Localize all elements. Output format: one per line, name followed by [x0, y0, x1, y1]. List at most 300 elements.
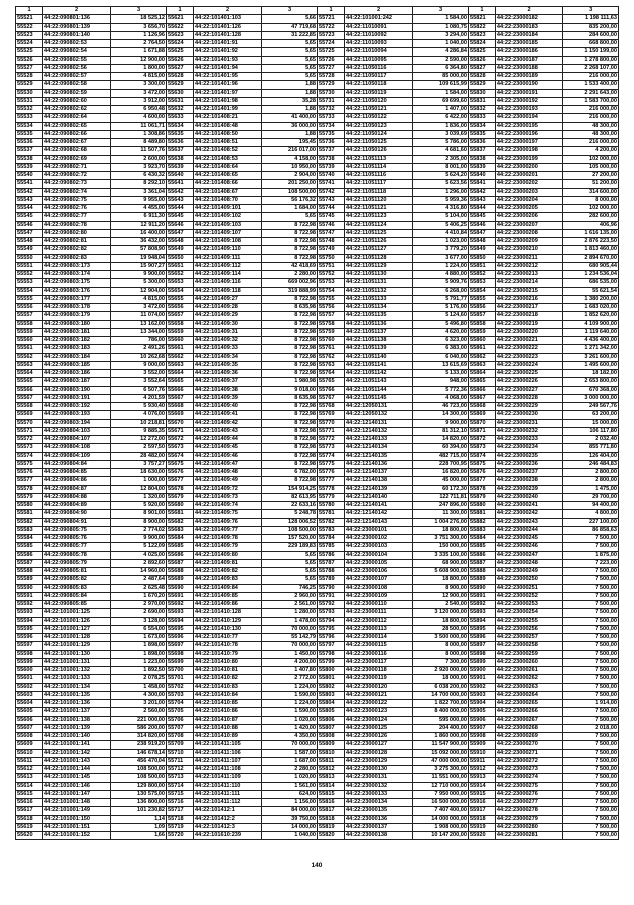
table-row	[167, 97, 318, 105]
table-row	[16, 543, 167, 551]
cadastral-value: 1 150 199,00	[563, 48, 619, 56]
cadastral-value: 2 487,64	[111, 576, 167, 584]
row-number: 55543	[16, 196, 43, 204]
cadastral-number: 44:22:23000135	[345, 807, 413, 815]
cadastral-number: 44:22:090803:174	[43, 271, 111, 279]
cadastral-number: 44:22:090803:193	[43, 411, 111, 419]
cadastral-number: 44:22:23000261	[495, 667, 563, 675]
row-number: 55800	[318, 667, 345, 675]
cadastral-number: 44:22:101409:28	[194, 304, 262, 312]
table-row	[469, 609, 619, 617]
cadastral-number: 44:22:11051132	[345, 287, 413, 295]
cadastral-number: 44:22:101401:94	[194, 64, 262, 72]
cadastral-number: 44:22:101409:111	[194, 254, 262, 262]
row-number: 55761	[318, 345, 345, 353]
table-row	[16, 452, 167, 460]
table-row	[16, 444, 167, 452]
cadastral-value: 5 248,78	[262, 510, 318, 518]
table-row	[318, 130, 469, 138]
row-number: 55767	[318, 394, 345, 402]
row-number: 55819	[318, 823, 345, 831]
row-number: 55613	[16, 774, 43, 782]
cadastral-value: 686 535,00	[563, 279, 619, 287]
cadastral-value: 5,65	[262, 559, 318, 567]
table-row	[469, 262, 619, 270]
table-row	[167, 403, 318, 411]
cadastral-value: 157 520,00	[262, 535, 318, 543]
table-row	[167, 287, 318, 295]
table-row	[16, 15, 167, 23]
cadastral-number: 44:22:23000215	[495, 287, 563, 295]
cadastral-value: 8 722,98	[262, 361, 318, 369]
table-row	[469, 444, 619, 452]
cadastral-number: 44:22:101401:97	[194, 89, 262, 97]
row-number: 55857	[469, 312, 496, 320]
cadastral-value: 1 020,00	[262, 716, 318, 724]
table-row	[167, 15, 318, 23]
row-number: 55572	[16, 436, 43, 444]
header-row	[167, 7, 318, 15]
cadastral-value: 1 813 460,00	[563, 246, 619, 254]
cadastral-value: 4 681,60	[413, 147, 469, 155]
row-number: 55768	[318, 403, 345, 411]
cadastral-value: 12 900,00	[111, 56, 167, 64]
row-number: 55598	[16, 650, 43, 658]
table-row	[318, 436, 469, 444]
cadastral-value: 1 561,00	[262, 782, 318, 790]
row-number: 55807	[318, 724, 345, 732]
row-number: 55547	[16, 229, 43, 237]
register-table-2	[166, 6, 318, 840]
cadastral-number: 44:22:23000113	[345, 625, 413, 633]
cadastral-value: 7 223,00	[563, 559, 619, 567]
cadastral-value: 1 584,00	[413, 15, 469, 23]
row-number: 55815	[318, 790, 345, 798]
table-row	[16, 213, 167, 221]
cadastral-value: 2 305,00	[413, 155, 469, 163]
cadastral-number: 44:22:101409:114	[194, 271, 262, 279]
cadastral-value: 1 908 000,00	[413, 823, 469, 831]
table-row	[469, 584, 619, 592]
table-row	[167, 320, 318, 328]
row-number: 55524	[16, 40, 43, 48]
cadastral-value: 15 907,27	[111, 262, 167, 270]
row-number: 55862	[469, 353, 496, 361]
row-number: 55749	[318, 246, 345, 254]
cadastral-value: 16 400,00	[111, 229, 167, 237]
table-row	[167, 48, 318, 56]
table-row	[469, 411, 619, 419]
table-row	[469, 89, 619, 97]
row-number: 55786	[318, 551, 345, 559]
cadastral-number: 44:22:090804:103	[43, 427, 111, 435]
cadastral-value: 9 000,00	[111, 361, 167, 369]
table-row	[167, 460, 318, 468]
table-row	[16, 766, 167, 774]
cadastral-value: 9 900,00	[111, 535, 167, 543]
row-number: 55851	[469, 262, 496, 270]
cadastral-number: 44:22:090801:139	[43, 23, 111, 31]
row-number: 55563	[16, 361, 43, 369]
row-number: 55870	[469, 419, 496, 427]
table-row	[16, 403, 167, 411]
cadastral-value: 4 620,00	[413, 328, 469, 336]
cadastral-number: 44:22:23000192	[495, 97, 563, 105]
row-number: 55747	[318, 229, 345, 237]
cadastral-value: 1 892,50	[111, 667, 167, 675]
cadastral-value: 8 900,00	[111, 518, 167, 526]
table-row	[167, 163, 318, 171]
table-row	[469, 518, 619, 526]
cadastral-number: 44:22:23000265	[495, 700, 563, 708]
table-row	[318, 609, 469, 617]
cadastral-value: 7 500,00	[563, 708, 619, 716]
table-row	[318, 386, 469, 394]
table-row	[167, 749, 318, 757]
table-row	[167, 411, 318, 419]
row-number: 55912	[469, 766, 496, 774]
table-row	[318, 320, 469, 328]
row-number: 55662	[167, 353, 194, 361]
cadastral-number: 44:22:23000103	[345, 543, 413, 551]
table-row	[16, 287, 167, 295]
row-number: 55617	[16, 807, 43, 815]
table-row	[318, 782, 469, 790]
cadastral-value: 9 900,00	[413, 419, 469, 427]
cadastral-number: 44:22:101411:111	[194, 790, 262, 798]
row-number: 55842	[469, 188, 496, 196]
cadastral-number: 44:22:12140139	[345, 485, 413, 493]
cadastral-value: 8 000,00	[563, 196, 619, 204]
table-row	[167, 832, 318, 840]
table-row	[167, 774, 318, 782]
cadastral-value: 14 300,00	[413, 411, 469, 419]
table-row	[469, 510, 619, 518]
row-number: 55584	[16, 535, 43, 543]
cadastral-value: 4 815,00	[111, 73, 167, 81]
table-row	[16, 617, 167, 625]
cadastral-number: 44:22:090802:72	[43, 172, 111, 180]
row-number: 55660	[167, 337, 194, 345]
column-header-3: 3	[111, 7, 167, 15]
cadastral-number: 44:22:101410:80	[194, 658, 262, 666]
table-row	[469, 823, 619, 831]
cadastral-value: 229 189,83	[262, 543, 318, 551]
cadastral-number: 44:22:23000267	[495, 716, 563, 724]
row-number: 55606	[16, 716, 43, 724]
cadastral-value: 128 006,52	[262, 518, 318, 526]
cadastral-number: 44:22:101411:108	[194, 766, 262, 774]
cadastral-value: 6 040,00	[413, 353, 469, 361]
table-row	[167, 510, 318, 518]
row-number: 55619	[16, 823, 43, 831]
cadastral-number: 44:22:11051124	[345, 221, 413, 229]
table-row	[167, 766, 318, 774]
cadastral-number: 44:22:23000111	[345, 609, 413, 617]
cadastral-number: 44:22:23000120	[345, 683, 413, 691]
cadastral-value: 2 491,26	[111, 345, 167, 353]
cadastral-value: 5 608 900,00	[413, 568, 469, 576]
table-row	[469, 246, 619, 254]
table-row	[469, 48, 619, 56]
cadastral-number: 44:22:101001:131	[43, 658, 111, 666]
table-row	[16, 584, 167, 592]
table-row	[318, 31, 469, 39]
table-row	[16, 163, 167, 171]
cadastral-number: 44:22:23000211	[495, 254, 563, 262]
cadastral-value: 6 383,00	[413, 345, 469, 353]
cadastral-number: 44:22:23000199	[495, 155, 563, 163]
table-row	[318, 81, 469, 89]
cadastral-value: 8 722,98	[262, 444, 318, 452]
row-number: 55871	[469, 427, 496, 435]
table-row	[167, 502, 318, 510]
cadastral-value: 3 552,64	[111, 378, 167, 386]
cadastral-number: 44:22:101409:44	[194, 436, 262, 444]
row-number: 55694	[167, 617, 194, 625]
table-row	[318, 246, 469, 254]
cadastral-number: 44:22:23000245	[495, 535, 563, 543]
cadastral-number: 44:22:23000269	[495, 733, 563, 741]
cadastral-value: 670 368,00	[563, 386, 619, 394]
row-number: 55770	[318, 419, 345, 427]
cadastral-value: 3 000 000,00	[563, 394, 619, 402]
cadastral-number: 44:22:101409:40	[194, 403, 262, 411]
table-row	[469, 147, 619, 155]
row-number: 55758	[318, 320, 345, 328]
row-number: 55640	[167, 172, 194, 180]
column-header-2: 2	[345, 7, 413, 15]
cadastral-number: 44:22:23000210	[495, 246, 563, 254]
cadastral-number: 44:22:090802:60	[43, 97, 111, 105]
row-number: 55689	[167, 576, 194, 584]
cadastral-value: 284 600,00	[563, 31, 619, 39]
table-row	[469, 386, 619, 394]
cadastral-number: 44:22:12140135	[345, 452, 413, 460]
row-number: 55885	[469, 543, 496, 551]
cadastral-value: 2 590,00	[413, 56, 469, 64]
row-number: 55582	[16, 518, 43, 526]
cadastral-number: 44:22:101409:42	[194, 419, 262, 427]
cadastral-value: 7 500,00	[563, 592, 619, 600]
table-row	[318, 345, 469, 353]
cadastral-value: 8 722,98	[262, 477, 318, 485]
row-number: 55877	[469, 477, 496, 485]
row-number: 55556	[16, 304, 43, 312]
cadastral-value: 11 547 900,00	[413, 741, 469, 749]
cadastral-number: 44:22:101412:3	[194, 823, 262, 831]
row-number: 55664	[167, 370, 194, 378]
cadastral-value: 7 500,00	[563, 741, 619, 749]
cadastral-value: 2 960,00	[262, 592, 318, 600]
row-number: 55559	[16, 328, 43, 336]
table-row	[469, 551, 619, 559]
cadastral-number: 44:22:23000241	[495, 502, 563, 510]
row-number: 55650	[167, 254, 194, 262]
cadastral-value: 5,65	[262, 40, 318, 48]
row-number: 55798	[318, 650, 345, 658]
cadastral-number: 44:22:11051113	[345, 155, 413, 163]
cadastral-number: 44:22:090802:54	[43, 48, 111, 56]
cadastral-value: 18 800,00	[413, 617, 469, 625]
cadastral-number: 44:22:101408:67	[194, 188, 262, 196]
cadastral-value: 18 000,00	[413, 675, 469, 683]
cadastral-number: 44:22:11051131	[345, 279, 413, 287]
table-row	[469, 485, 619, 493]
cadastral-number: 44:22:23000256	[495, 625, 563, 633]
table-row	[469, 741, 619, 749]
table-row	[167, 733, 318, 741]
row-number: 55724	[318, 40, 345, 48]
cadastral-number: 44:22:11050121	[345, 106, 413, 114]
cadastral-number: 44:22:11050117	[345, 73, 413, 81]
cadastral-value: 51 200,00	[563, 180, 619, 188]
cadastral-value: 6 422,00	[413, 114, 469, 122]
cadastral-number: 44:22:090802:74	[43, 188, 111, 196]
cadastral-value: 3 923,70	[111, 163, 167, 171]
cadastral-value: 2 561,00	[262, 601, 318, 609]
row-number: 55753	[318, 279, 345, 287]
cadastral-number: 44:22:101401:128	[194, 31, 262, 39]
table-row	[469, 658, 619, 666]
cadastral-value: 6 268,00	[413, 287, 469, 295]
row-number: 55889	[469, 576, 496, 584]
table-row	[318, 716, 469, 724]
row-number: 55910	[469, 749, 496, 757]
row-number: 55624	[167, 40, 194, 48]
table-row	[318, 807, 469, 815]
cadastral-number: 44:22:101001:134	[43, 683, 111, 691]
table-row	[167, 724, 318, 732]
row-number: 55766	[318, 386, 345, 394]
table-row	[318, 444, 469, 452]
cadastral-value: 2 876 223,50	[563, 238, 619, 246]
row-number: 55763	[318, 361, 345, 369]
cadastral-number: 44:22:23000101	[345, 526, 413, 534]
table-row	[167, 238, 318, 246]
cadastral-number: 44:22:11010095	[345, 56, 413, 64]
table-row	[469, 31, 619, 39]
cadastral-number: 44:22:12140136	[345, 460, 413, 468]
cadastral-value: 2 291 643,00	[563, 89, 619, 97]
cadastral-number: 44:22:23000123	[345, 708, 413, 716]
cadastral-value: 7 950 000,00	[413, 790, 469, 798]
cadastral-number: 44:22:090805:77	[43, 543, 111, 551]
cadastral-value: 36 432,00	[111, 238, 167, 246]
row-number: 55645	[167, 213, 194, 221]
cadastral-value: 7 500,00	[563, 757, 619, 765]
row-number: 55719	[167, 823, 194, 831]
row-number: 55906	[469, 716, 496, 724]
cadastral-value: 109 615,99	[413, 81, 469, 89]
row-number: 55853	[469, 279, 496, 287]
cadastral-number: 44:22:101610:239	[194, 832, 262, 840]
row-number: 55522	[16, 23, 43, 31]
cadastral-value: 1 280,00	[262, 609, 318, 617]
table-row	[167, 64, 318, 72]
table-row	[469, 238, 619, 246]
row-number: 55908	[469, 733, 496, 741]
row-number: 55658	[167, 320, 194, 328]
row-number: 55551	[16, 262, 43, 270]
cadastral-number: 44:22:23000252	[495, 592, 563, 600]
cadastral-value: 1 495 600,00	[563, 361, 619, 369]
table-row	[16, 56, 167, 64]
row-number: 55903	[469, 691, 496, 699]
cadastral-value: 28 500,00	[413, 625, 469, 633]
row-number: 55756	[318, 304, 345, 312]
cadastral-value: 1 684,00	[262, 205, 318, 213]
row-number: 55911	[469, 757, 496, 765]
row-number: 55861	[469, 345, 496, 353]
cadastral-value: 3 500 000,00	[413, 634, 469, 642]
row-number: 55745	[318, 213, 345, 221]
table-row	[16, 724, 167, 732]
row-number: 55604	[16, 700, 43, 708]
row-number: 55778	[318, 485, 345, 493]
row-number: 55655	[167, 295, 194, 303]
table-row	[469, 749, 619, 757]
cadastral-number: 44:22:090803:190	[43, 386, 111, 394]
cadastral-number: 44:22:11051140	[345, 353, 413, 361]
cadastral-number: 44:22:090803:191	[43, 394, 111, 402]
table-row	[167, 40, 318, 48]
cadastral-value: 2 280,00	[262, 271, 318, 279]
table-row	[167, 213, 318, 221]
cadastral-number: 44:22:101001:144	[43, 766, 111, 774]
cadastral-value: 1 278 800,00	[563, 56, 619, 64]
cadastral-value: 11 551 000,00	[413, 774, 469, 782]
row-number: 55667	[167, 394, 194, 402]
row-number: 55672	[167, 436, 194, 444]
row-number: 55837	[469, 147, 496, 155]
table-row	[16, 130, 167, 138]
table-row	[167, 675, 318, 683]
cadastral-value: 2 800,00	[563, 469, 619, 477]
cadastral-number: 44:22:101401:98	[194, 97, 262, 105]
table-row	[318, 312, 469, 320]
cadastral-value: 7 500,00	[563, 650, 619, 658]
cadastral-number: 44:22:090803:192	[43, 403, 111, 411]
cadastral-number: 44:22:23000201	[495, 172, 563, 180]
row-number: 55638	[167, 155, 194, 163]
row-number: 55709	[167, 741, 194, 749]
cadastral-value: 1 004 276,00	[413, 518, 469, 526]
cadastral-number: 44:22:090805:78	[43, 551, 111, 559]
cadastral-value: 7 500,00	[563, 782, 619, 790]
row-number: 55646	[167, 221, 194, 229]
cadastral-value: 102 000,00	[563, 155, 619, 163]
row-number: 55829	[469, 81, 496, 89]
cadastral-value: 7 500,00	[563, 823, 619, 831]
cadastral-value: 1 590,00	[262, 691, 318, 699]
cadastral-value: 5,65	[262, 576, 318, 584]
cadastral-value: 18 182,00	[563, 370, 619, 378]
table-row	[167, 345, 318, 353]
cadastral-number: 44:22:23000196	[495, 130, 563, 138]
cadastral-value: 35,28	[262, 97, 318, 105]
table-row	[16, 716, 167, 724]
table-row	[167, 691, 318, 699]
table-row	[16, 493, 167, 501]
cadastral-value: 5 104,00	[413, 213, 469, 221]
table-row	[167, 328, 318, 336]
table-row	[318, 73, 469, 81]
row-number: 55612	[16, 766, 43, 774]
cadastral-number: 44:22:23000108	[345, 584, 413, 592]
cadastral-number: 44:22:23000222	[495, 345, 563, 353]
cadastral-number: 44:22:101409:72	[194, 485, 262, 493]
